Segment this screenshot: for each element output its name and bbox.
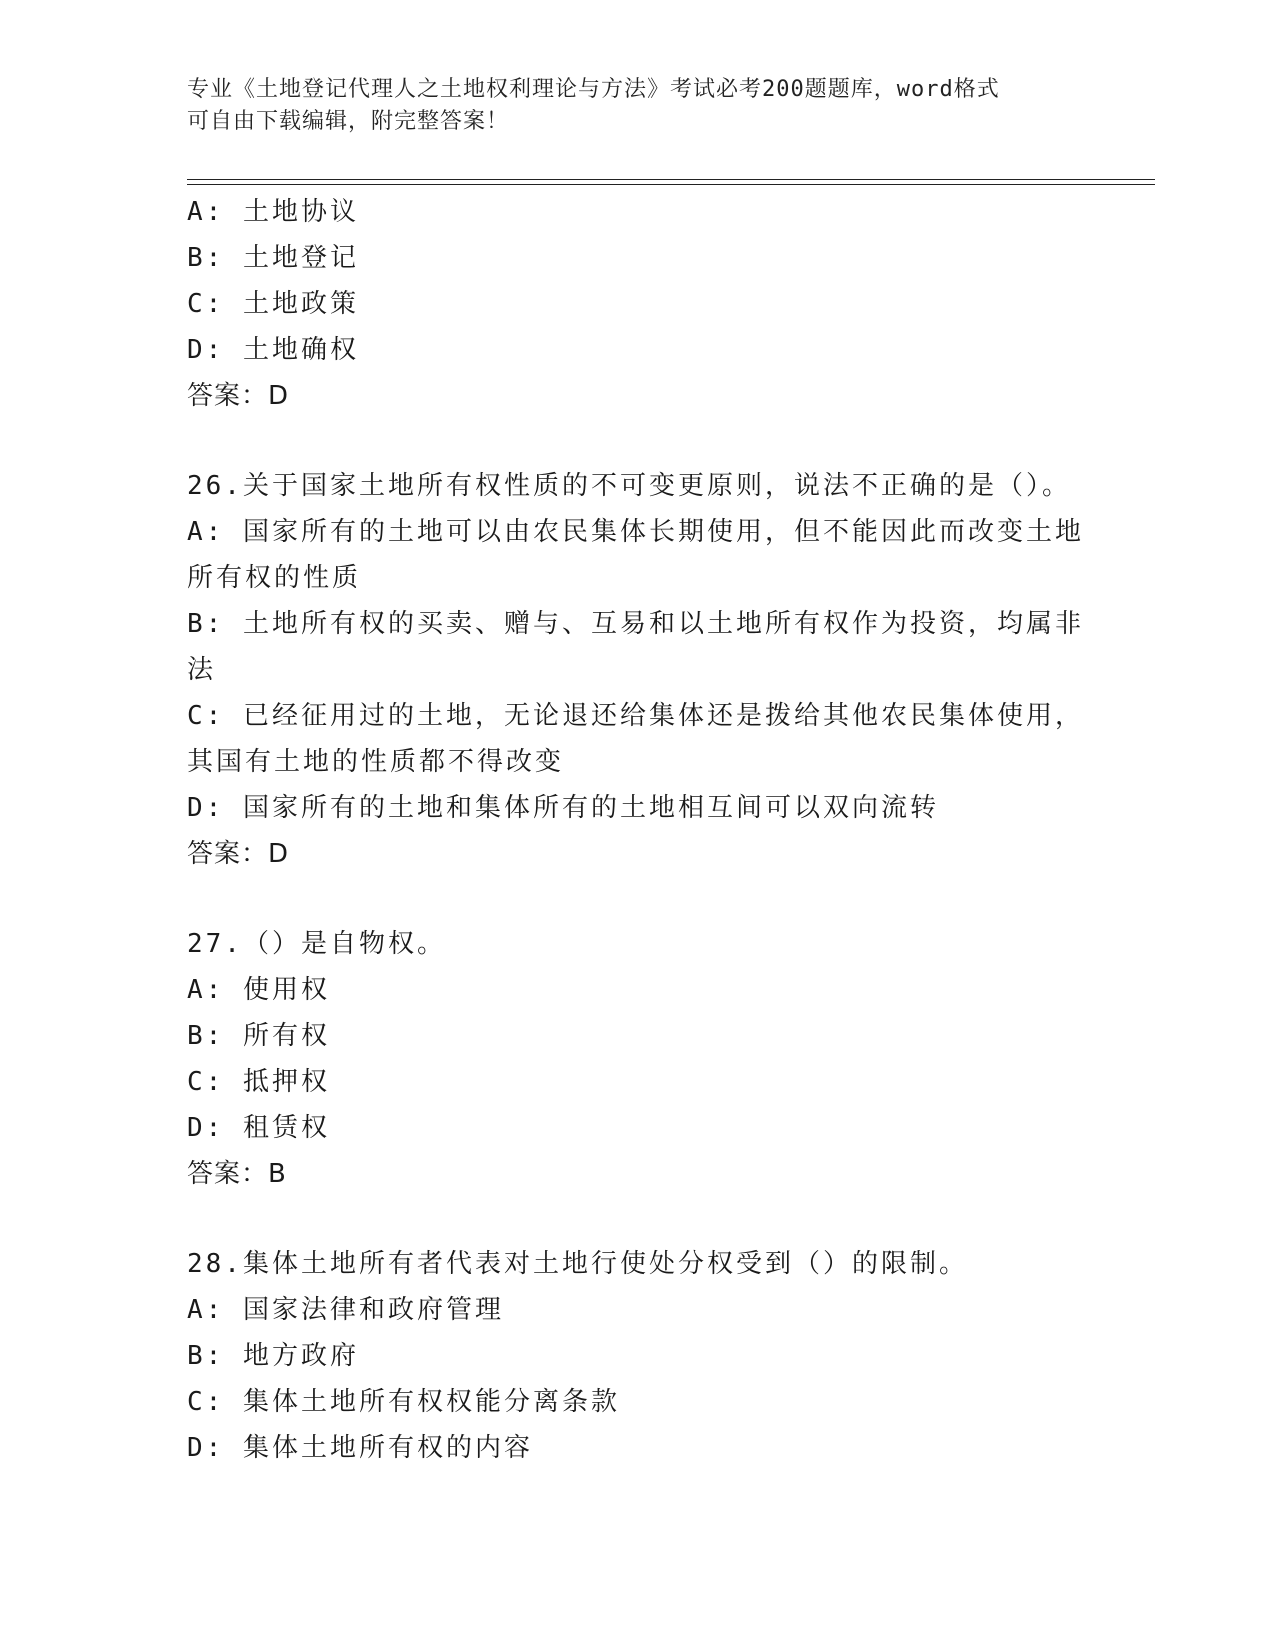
option-b-continued: 法 xyxy=(187,655,217,685)
question-27 xyxy=(187,921,1087,1197)
answer: 答案：D xyxy=(187,839,290,869)
option-c: C: 已经征用过的土地，无论退还给集体还是拨给其他农民集体使用， xyxy=(187,701,1084,731)
option-a: A: 国家所有的土地可以由农民集体长期使用，但不能因此而改变土地 xyxy=(187,517,1084,547)
option-d: D: 集体土地所有权的内容 xyxy=(187,1433,533,1463)
document-header xyxy=(187,74,1087,138)
option-c-continued: 其国有土地的性质都不得改变 xyxy=(187,747,565,777)
header-line-1: 专业《土地登记代理人之土地权利理论与方法》考试必考200题题库，word格式 xyxy=(187,77,1000,102)
question-25-continued xyxy=(187,189,1087,419)
question-text: 28.集体土地所有者代表对土地行使处分权受到（）的限制。 xyxy=(187,1249,968,1279)
document-body xyxy=(187,189,1087,1471)
option-c: C: 土地政策 xyxy=(187,289,359,319)
question-28 xyxy=(187,1241,1087,1471)
option-d: D: 土地确权 xyxy=(187,335,359,365)
answer: 答案：D xyxy=(187,381,290,411)
option-a: A: 国家法律和政府管理 xyxy=(187,1295,504,1325)
question-26 xyxy=(187,463,1087,877)
question-text: 26.关于国家土地所有权性质的不可变更原则，说法不正确的是（）。 xyxy=(187,471,1071,501)
header-line-2: 可自由下载编辑，附完整答案！ xyxy=(187,109,510,134)
option-a: A: 土地协议 xyxy=(187,197,359,227)
answer: 答案：B xyxy=(187,1159,287,1189)
option-a-continued: 所有权的性质 xyxy=(187,563,362,593)
option-c: C: 集体土地所有权权能分离条款 xyxy=(187,1387,620,1417)
option-d: D: 国家所有的土地和集体所有的土地相互间可以双向流转 xyxy=(187,793,939,823)
question-text: 27.（）是自物权。 xyxy=(187,929,446,959)
option-a: A: 使用权 xyxy=(187,975,330,1005)
header-divider-top xyxy=(187,179,1155,180)
option-b: B: 土地所有权的买卖、赠与、互易和以土地所有权作为投资，均属非 xyxy=(187,609,1084,639)
header-divider-bottom xyxy=(187,184,1155,185)
option-d: D: 租赁权 xyxy=(187,1113,330,1143)
option-b: B: 地方政府 xyxy=(187,1341,359,1371)
option-c: C: 抵押权 xyxy=(187,1067,330,1097)
option-b: B: 所有权 xyxy=(187,1021,330,1051)
option-b: B: 土地登记 xyxy=(187,243,359,273)
